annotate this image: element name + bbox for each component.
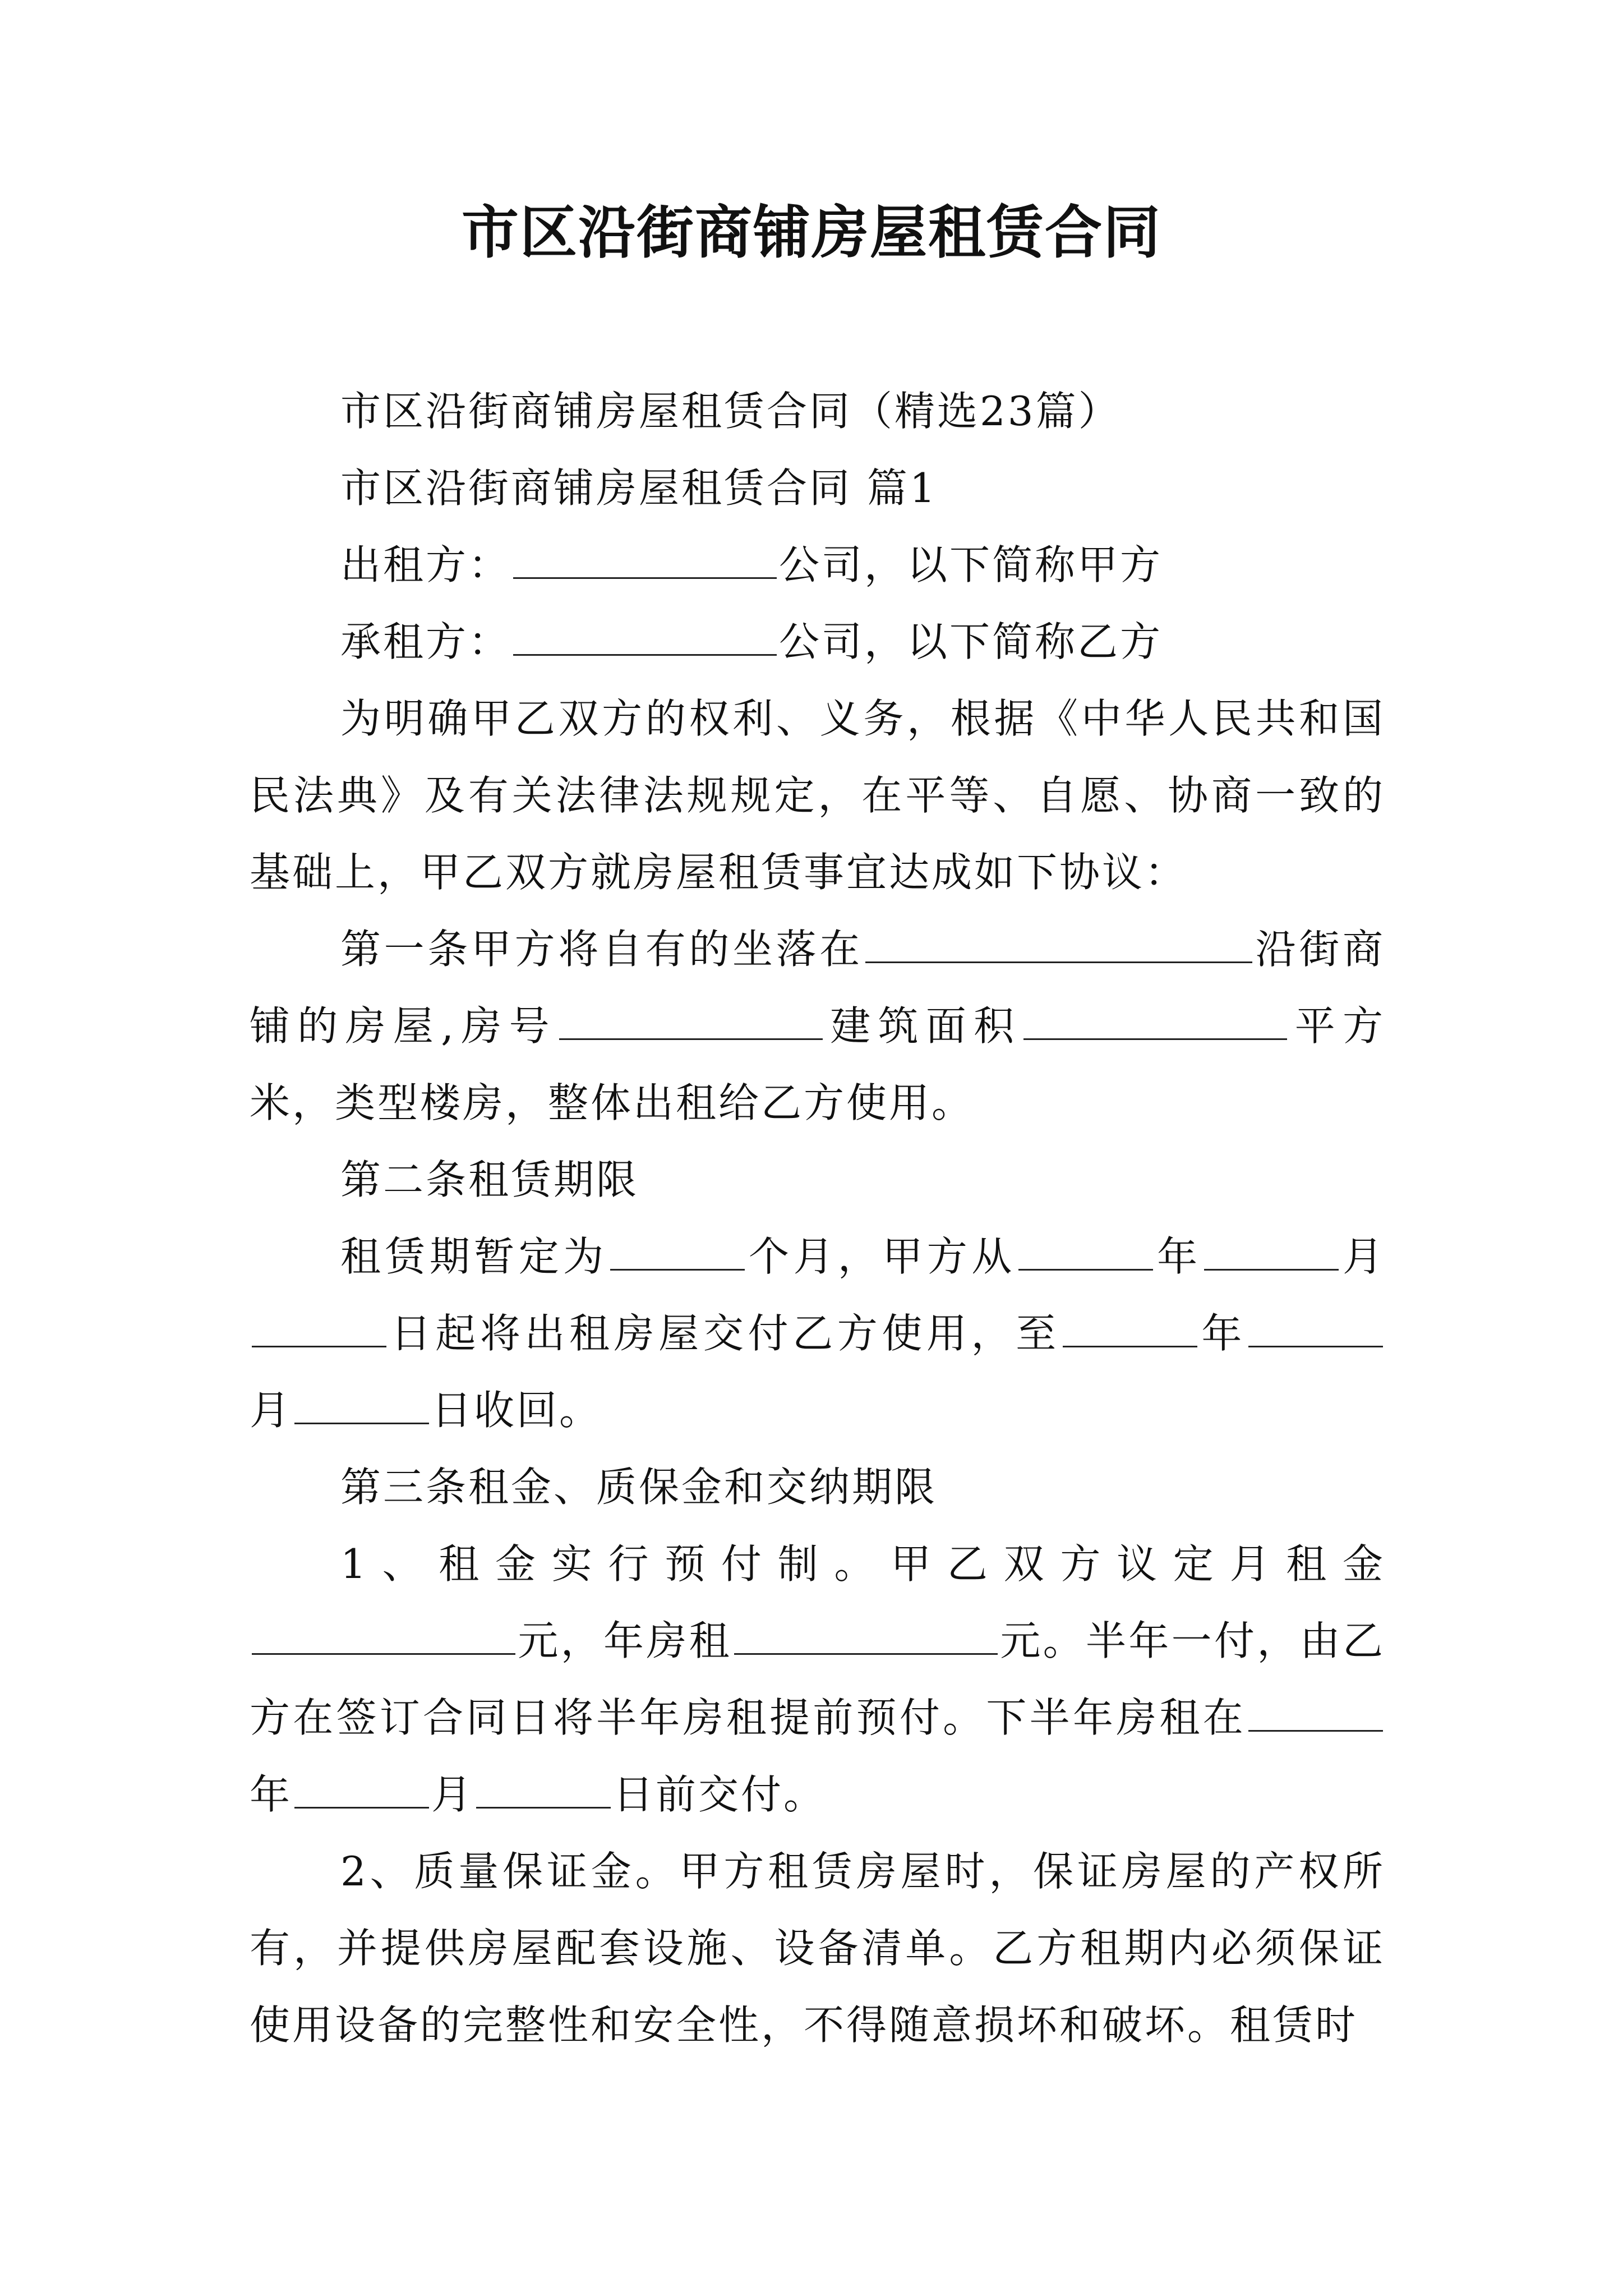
lease-term-year-2: 年	[1199, 1310, 1246, 1357]
lease-term-text-b: 个月，甲方从	[746, 1233, 1016, 1280]
lessee-blank	[513, 614, 777, 656]
second-half-year-blank	[1248, 1690, 1383, 1732]
lease-term-text-a: 租赁期暂定为	[340, 1233, 608, 1280]
rent-text-b: 元，年房租	[518, 1617, 732, 1664]
clause-1-text-c: 建筑面积	[824, 1002, 1022, 1050]
lessor-blank	[513, 537, 777, 579]
monthly-rent-blank	[252, 1613, 515, 1655]
end-month-blank	[1248, 1305, 1383, 1347]
rent-text-c: 元。半年一付，由乙方在签订合同日将半年房租提前预付。下半年房租在	[250, 1617, 1385, 1741]
paragraph-clause-3-heading: 第三条租金、质保金和交纳期限	[340, 1464, 938, 1511]
start-month-blank	[1204, 1228, 1339, 1271]
rent-month: 月	[431, 1771, 474, 1818]
paragraph-preamble: 为明确甲乙双方的权利、义务，根据《中华人民共和国民法典》及有关法律法规规定，在平等、自愿、协商一致的基础上，甲乙双方就房屋租赁事宜达成如下协议：	[250, 695, 1385, 896]
paragraph-clause-2-heading: 第二条租赁期限	[340, 1156, 639, 1203]
lease-term-text-e: 日起将出租房屋交付乙方使用，至	[389, 1310, 1061, 1357]
lessee-suffix: 公司，以下简称乙方	[779, 618, 1163, 665]
second-half-day-blank	[476, 1766, 611, 1809]
paragraph-collection-title: 市区沿街商铺房屋租赁合同（精选23篇）	[340, 388, 1121, 435]
paragraph-deposit: 2、质量保证金。甲方租赁房屋时，保证房屋的产权所有，并提供房屋配套设施、设备清单。乙方租期内必须保证使用设备的完整性和安全性，不得随意损坏和破坏。租赁时	[250, 1848, 1385, 2049]
document-body	[250, 373, 1385, 2064]
paragraph-clause-1	[250, 911, 1385, 1142]
clause-1-text-d: 平方米，类型楼房，整体出租给乙方使用。	[250, 1002, 1385, 1126]
paragraph-article-heading: 市区沿街商铺房屋租赁合同 篇1	[340, 464, 938, 512]
lease-term-year-1: 年	[1155, 1233, 1202, 1280]
location-blank	[865, 921, 1252, 963]
document-title: 市区沿街商铺房屋租赁合同	[462, 199, 1161, 266]
clause-1-text-a: 第一条甲方将自有的坐落在	[340, 926, 863, 973]
clause-1-text-b: 沿街商铺的房屋,房号	[250, 926, 1385, 1050]
end-year-blank	[1063, 1305, 1197, 1347]
rent-text-f: 日前交付。	[613, 1771, 827, 1818]
paragraph-rent	[250, 1526, 1385, 1833]
months-blank	[610, 1228, 745, 1271]
paragraph-lease-term	[250, 1218, 1385, 1449]
lessor-label: 出租方：	[340, 541, 511, 588]
rent-text-a: 1、租金实行预付制。甲乙双方议定月租金	[340, 1540, 1385, 1588]
start-day-blank	[252, 1305, 386, 1347]
lessor-suffix: 公司，以下简称甲方	[779, 541, 1163, 588]
start-year-blank	[1018, 1228, 1153, 1271]
lease-term-month-1: 月	[1340, 1233, 1385, 1280]
paragraph-lessee	[250, 604, 1385, 680]
lease-term-text-h: 日收回。	[431, 1387, 602, 1434]
lessee-label: 承租方：	[340, 618, 511, 665]
rent-year: 年	[250, 1771, 293, 1818]
paragraph-lessor	[250, 527, 1385, 604]
second-half-month-blank	[294, 1766, 429, 1809]
end-day-blank	[294, 1382, 429, 1424]
lease-term-month-2: 月	[250, 1387, 293, 1434]
area-blank	[1023, 998, 1287, 1040]
annual-rent-blank	[734, 1613, 998, 1655]
room-number-blank	[559, 998, 823, 1040]
